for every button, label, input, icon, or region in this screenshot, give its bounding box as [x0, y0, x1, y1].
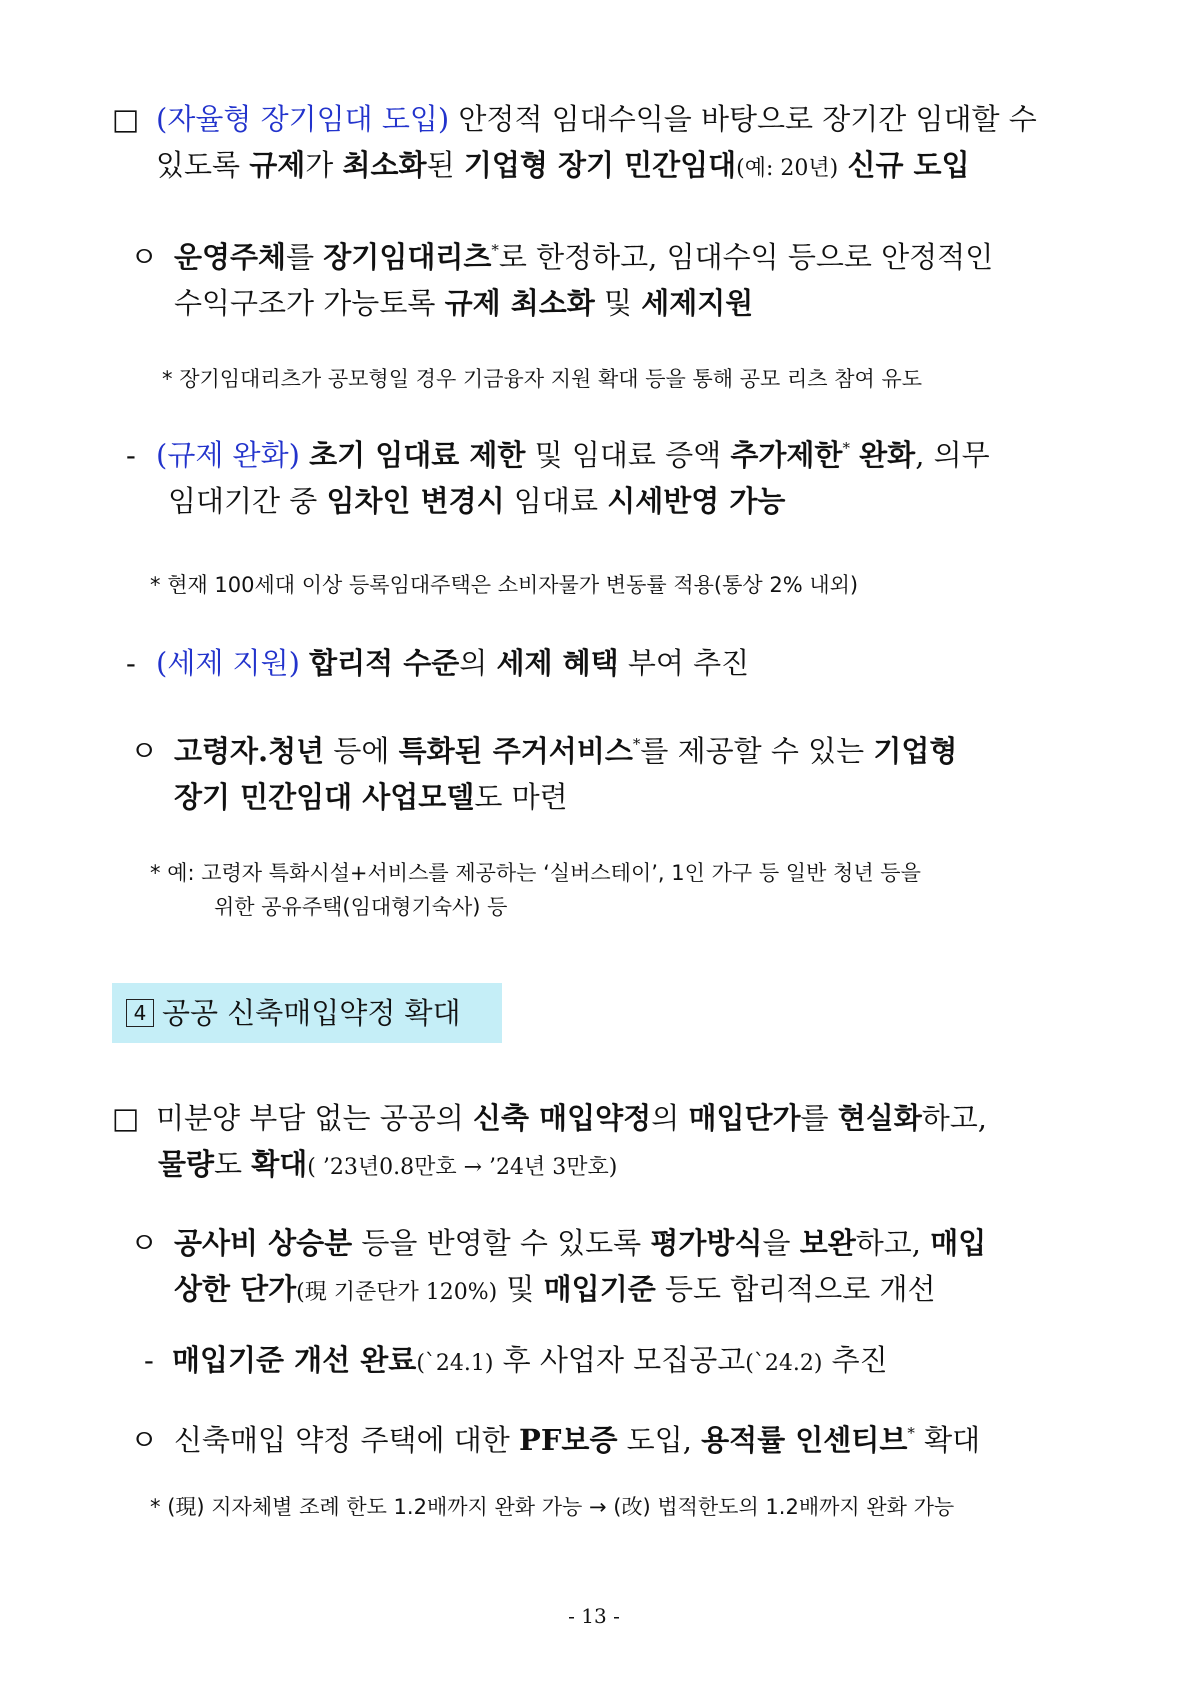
square-bullet: □: [112, 1101, 140, 1135]
circle-bullet: ㅇ: [130, 1423, 159, 1457]
dash-item-2: - (세제 지원) 합리적 수준의 세제 혜택 부여 추진: [126, 646, 750, 680]
circle-bullet: ㅇ: [130, 1226, 159, 1260]
dash-1-tag: (규제 완화): [156, 438, 300, 472]
dash-2-tag: (세제 지원): [156, 646, 300, 680]
circle-item-4: ㅇ 신축매입 약정 주택에 대한 PF보증 도입, 용적률 인센티브* 확대: [130, 1417, 1092, 1463]
section-2-paragraph: □ 미분양 부담 없는 공공의 신축 매입약정의 매입단가를 현실화하고, 물량도 확대( ’23년0.8만호 → ’24년 3만호): [112, 1095, 1092, 1191]
circle-bullet: ㅇ: [130, 734, 159, 768]
page-number: - 13 -: [568, 1604, 620, 1628]
dash-item-3: - 매입기준 개선 완료(`24.1) 후 사업자 모집공고(`24.2) 추진: [144, 1343, 888, 1377]
circle-bullet: ㅇ: [130, 240, 159, 274]
footnote-1: * 장기임대리츠가 공모형일 경우 기금융자 지원 확대 등을 통해 공모 리츠 참여 유도: [162, 367, 923, 391]
circle-item-2: ㅇ 고령자.청년 등에 특화된 주거서비스*를 제공할 수 있는 기업형 장기 민간임대 사업모델도 마련: [130, 728, 1092, 820]
heading-number: 4: [126, 999, 154, 1027]
section-1-tag: (자율형 장기임대 도입): [156, 102, 450, 136]
section-heading: [112, 983, 502, 1043]
footnote-2: * 현재 100세대 이상 등록임대주택은 소비자물가 변동률 적용(통상 2% 내외): [150, 573, 859, 597]
heading-text: 공공 신축매입약정 확대: [162, 996, 461, 1030]
footnote-4: * (現) 지자체별 조례 한도 1.2배까지 완화 가능 → (改) 법적한도의 1.2배까지 완화 가능: [150, 1495, 955, 1519]
circle-item-3: ㅇ 공사비 상승분 등을 반영할 수 있도록 평가방식을 보완하고, 매입 상한 단가(現 기준단가 120%) 및 매입기준 등도 합리적으로 개선: [130, 1220, 1092, 1316]
footnote-3: * 예: 고령자 특화시설+서비스를 제공하는 ‘실버스테이’, 1인 가구 등 일반 청년 등을 위한 공유주택(임대형기숙사) 등: [150, 861, 921, 919]
dash-item-1: - (규제 완화) 초기 임대료 제한 및 임대료 증액 추가제한* 완화, 의무 임대기간 중 임차인 변경시 임대료 시세반영 가능: [126, 438, 990, 518]
circle-item-1: ㅇ 운영주체를 장기임대리츠*로 한정하고, 임대수익 등으로 안정적인 수익구조가 가능토록 규제 최소화 및 세제지원: [130, 234, 1092, 326]
section-1-paragraph: □ (자율형 장기임대 도입) 안정적 임대수익을 바탕으로 장기간 임대할 수 있도록 규제가 최소화된 기업형 장기 민간임대(예: 20년) 신규 도입: [112, 96, 1092, 192]
square-bullet: □: [112, 102, 140, 136]
